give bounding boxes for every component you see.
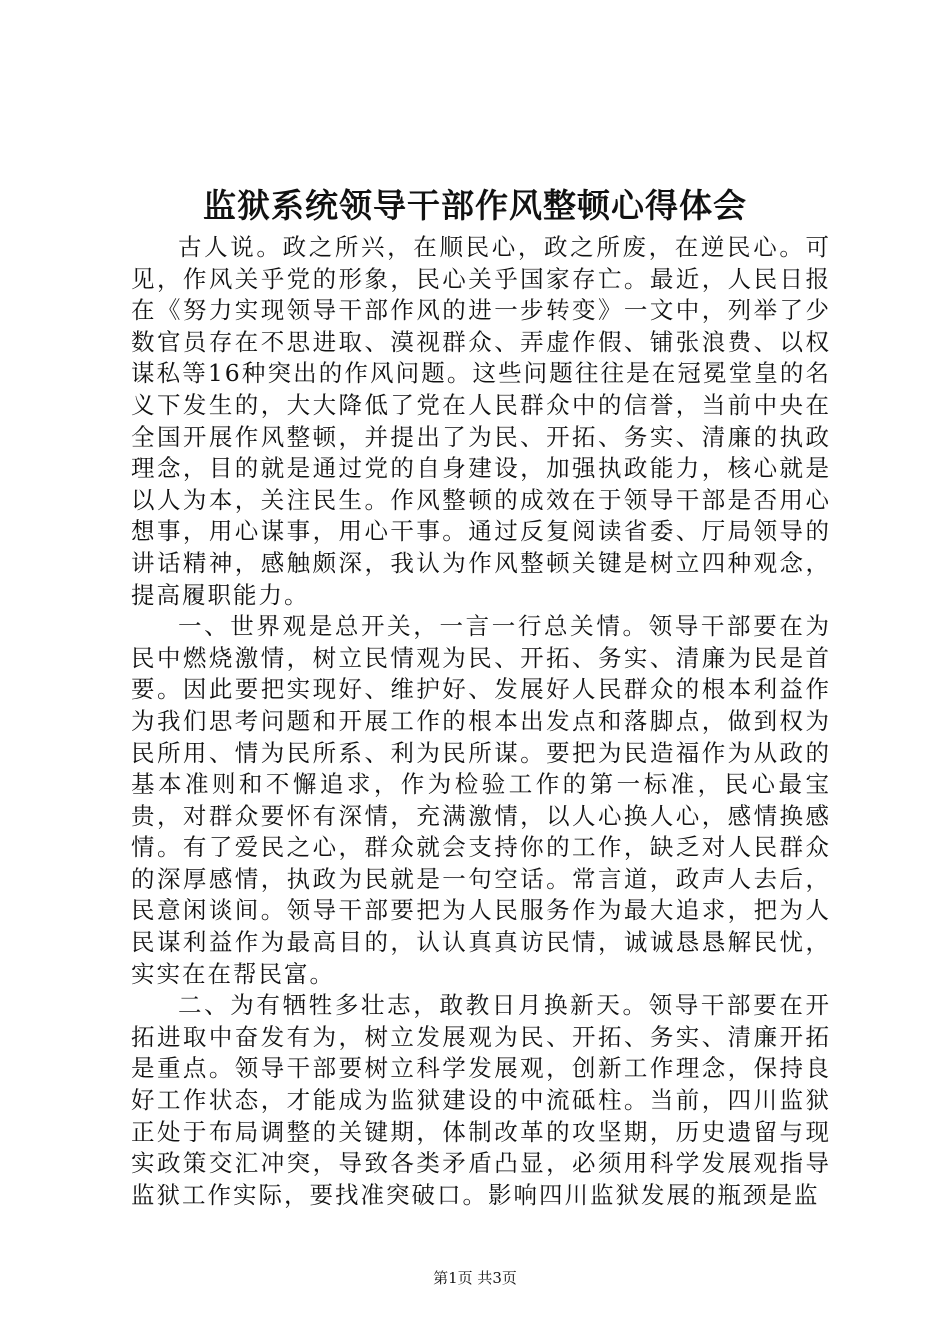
paragraph-intro: 古人说。政之所兴，在顺民心，政之所废，在逆民心。可见，作风关乎党的形象，民心关乎国家存亡。最近，人民日报在《努力实现领导干部作风的进一步转变》一文中，列举了少数官员存在不思进取、漠视群众、弄虚作假、铺张浪费、以权谋私等16种突出的作风问题。这些问题往往是在冠冕堂皇的名义下发生的，大大降低了党在人民群众中的信誉，当前中央在全国开展作风整顿，并提出了为民、开拓、务实、清廉的执政理念，目的就是通过党的自身建设，加强执政能力，核心就是以人为本，关注民生。作风整顿的成效在于领导干部是否用心想事，用心谋事，用心干事。通过反复阅读省委、厅局领导的讲话精神，感触颇深，我认为作风整顿关键是树立四种观念，提高履职能力。 xyxy=(131,233,831,609)
paragraph-section-2: 二、为有牺牲多壮志，敢教日月换新天。领导干部要在开拓进取中奋发有为，树立发展观为民、开拓、务实、清廉开拓是重点。领导干部要树立科学发展观，创新工作理念，保持良好工作状态，才能成为监狱建设的中流砥柱。当前，四川监狱正处于布局调整的关键期，体制改革的攻坚期，历史遗留与现实政策交汇冲突，导致各类矛盾凸显，必须用科学发展观指导监狱工作实际，要找准突破口。影响四川监狱发展的瓶颈是监 xyxy=(131,991,831,1209)
document-body xyxy=(131,232,831,1211)
paragraph-section-1: 一、世界观是总开关，一言一行总关情。领导干部要在为民中燃烧激情，树立民情观为民、开拓、务实、清廉为民是首要。因此要把实现好、维护好、发展好人民群众的根本利益作为我们思考问题和开展工作的根本出发点和落脚点，做到权为民所用、情为民所系、利为民所谋。要把为民造福作为从政的基本准则和不懈追求，作为检验工作的第一标准，民心最宝贵，对群众要怀有深情，充满激情，以人心换人心，感情换感情。有了爱民之心，群众就会支持你的工作，缺乏对人民群众的深厚感情，执政为民就是一句空话。常言道，政声人去后，民意闲谈间。领导干部要把为人民服务作为最大追求，把为人民谋利益作为最高目的，认认真真访民情，诚诚恳恳解民忧，实实在在帮民富。 xyxy=(131,612,831,988)
page-footer: 第1页 共3页 xyxy=(433,1269,517,1287)
document-title: 监狱系统领导干部作风整顿心得体会 xyxy=(203,186,747,225)
